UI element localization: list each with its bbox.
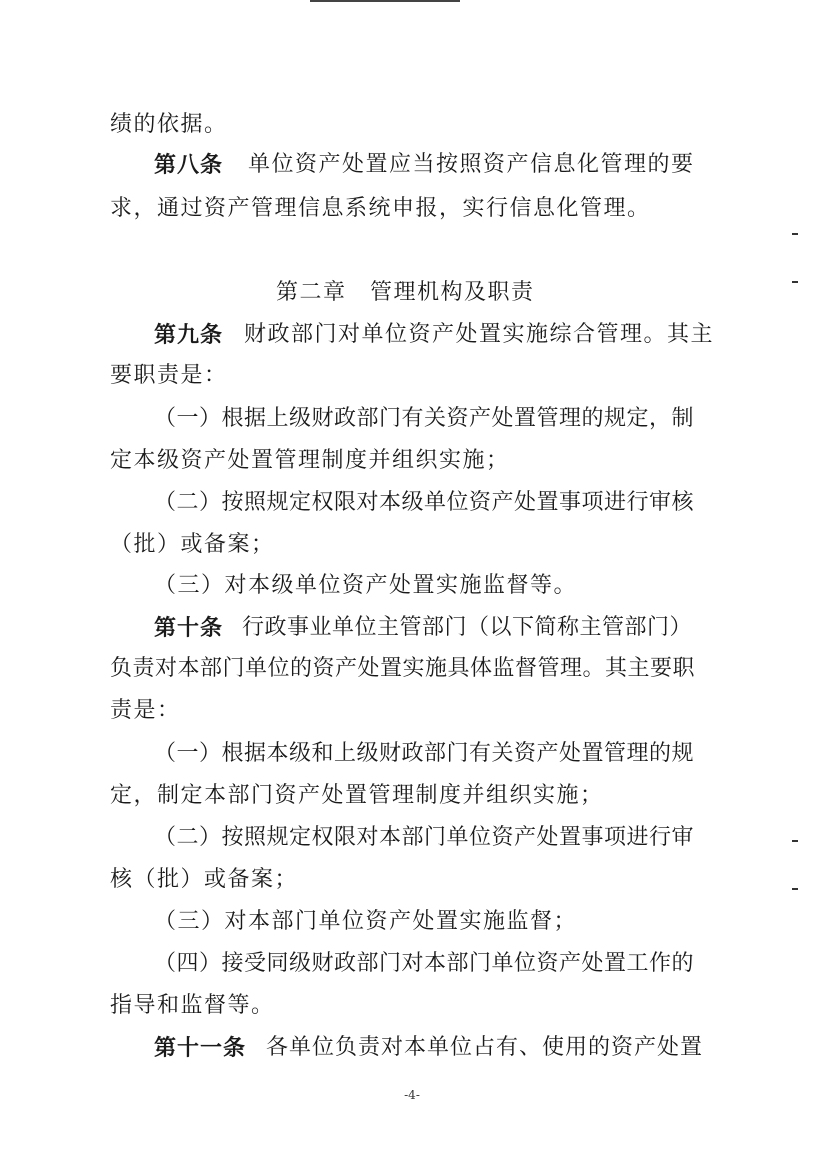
article-label: 第十一条	[154, 1035, 247, 1061]
list-text: 指导和监督等。	[110, 993, 275, 1018]
list-text: （一）根据上级财政部门有关资产处置管理的规定，制	[154, 406, 695, 431]
paragraph-continuation: 绩的依据。	[110, 112, 228, 137]
list-text: 定，制定本部门资产处置管理制度并组织实施；	[110, 783, 604, 808]
article-text: 各单位负责对本单位占有、使用的资产处置	[266, 1035, 704, 1060]
list-text: （一）根据本级和上级财政部门有关资产处置管理的规	[154, 741, 695, 766]
article-text: 单位资产处置应当按照资产信息化管理的要	[248, 152, 695, 177]
article-text: 要职责是：	[110, 363, 228, 388]
list-text: （四）接受同级财政部门对本部门单位资产处置工作的	[154, 951, 695, 976]
list-text: （三）对本部门单位资产处置实施监督；	[154, 909, 578, 934]
page-number: -4-	[404, 1088, 420, 1102]
list-text: （批）或备案；	[110, 532, 275, 557]
article-label: 第十条	[154, 615, 224, 641]
article-text: 行政事业单位主管部门（以下简称主管部门）	[242, 615, 693, 640]
scan-mark	[792, 233, 798, 235]
scan-mark	[792, 888, 798, 890]
scan-mark	[792, 281, 798, 283]
list-text: （二）按照规定权限对本部门单位资产处置事项进行审	[154, 825, 695, 850]
list-text: 核（批）或备案；	[110, 867, 299, 892]
article-label: 第八条	[154, 152, 224, 178]
list-text: （三）对本级单位资产处置实施监督等。	[154, 573, 578, 598]
scan-artifact	[310, 0, 460, 2]
list-text: 定本级资产处置管理制度并组织实施；	[110, 448, 510, 473]
article-text: 负责对本部门单位的资产处置实施具体监督管理。其主要职	[110, 656, 696, 681]
article-label: 第九条	[154, 322, 224, 348]
article-text: 财政部门对单位资产处置实施综合管理。其主	[244, 322, 715, 347]
article-text: 求，通过资产管理信息系统申报，实行信息化管理。	[110, 196, 651, 221]
article-text: 责是：	[110, 698, 181, 723]
list-text: （二）按照规定权限对本级单位资产处置事项进行审核	[154, 490, 695, 515]
chapter-title: 第二章 管理机构及职责	[276, 280, 535, 305]
scan-mark	[792, 840, 798, 842]
